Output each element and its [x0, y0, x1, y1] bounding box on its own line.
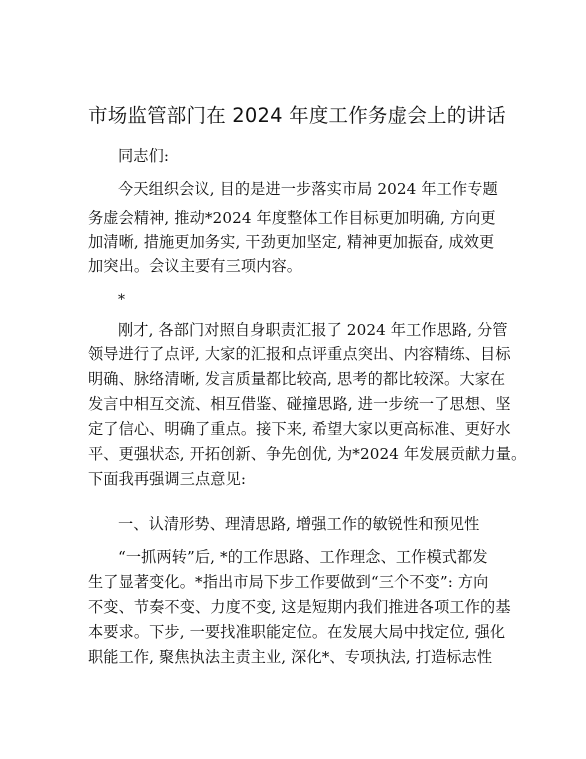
separator-mark: *	[118, 292, 126, 308]
document-title: 市场监管部门在 2024 年度工作务虚会上的讲话	[88, 104, 506, 127]
paragraph-line: 刚才, 各部门对照自身职责汇报了 2024 年工作思路, 分管	[118, 321, 508, 339]
paragraph-line: 务虚会精神, 推动*2024 年度整体工作目标更加明确, 方向更	[88, 209, 496, 227]
paragraph-line: “一抓两转”后, *的工作思路、工作理念、工作模式都发	[118, 548, 488, 566]
salutation: 同志们:	[118, 147, 170, 165]
paragraph-line: 平、更强状态, 开拓创新、争先创优, 为*2024 年发展贡献力量。	[88, 445, 527, 463]
paragraph-line: 不变、节奏不变、力度不变, 这是短期内我们推进各项工作的基	[88, 598, 511, 616]
paragraph-line: 加清晰, 措施更加务实, 干劲更加坚定, 精神更加振奋, 成效更	[88, 233, 495, 251]
paragraph-line: 明确、脉络清晰, 发言质量都比较高, 思考的都比较深。大家在	[88, 370, 506, 388]
paragraph-line: 生了显著变化。*指出市局下步工作要做到“三个不变”: 方向	[88, 573, 489, 591]
paragraph-line: 发言中相互交流、相互借鉴、碰撞思路, 进一步统一了思想、坚	[88, 395, 511, 413]
paragraph-line: 职能工作, 聚焦执法主责主业, 深化*、专项执法, 打造标志性	[88, 648, 493, 666]
paragraph-line: 本要求。下步, 一要找准职能定位。在发展大局中找定位, 强化	[88, 623, 506, 641]
section-heading: 一、认清形势、理清思路, 增强工作的敏锐性和预见性	[118, 515, 480, 533]
paragraph-line: 今天组织会议, 目的是进一步落实市局 2024 年工作专题	[118, 180, 498, 198]
paragraph-line: 定了信心、明确了重点。接下来, 希望大家以更高标准、更好水	[88, 420, 511, 438]
paragraph-line: 下面我再强调三点意见:	[88, 470, 247, 488]
paragraph-line: 加突出。会议主要有三项内容。	[88, 257, 303, 275]
paragraph-line: 领导进行了点评, 大家的汇报和点评重点突出、内容精练、目标	[88, 345, 511, 363]
